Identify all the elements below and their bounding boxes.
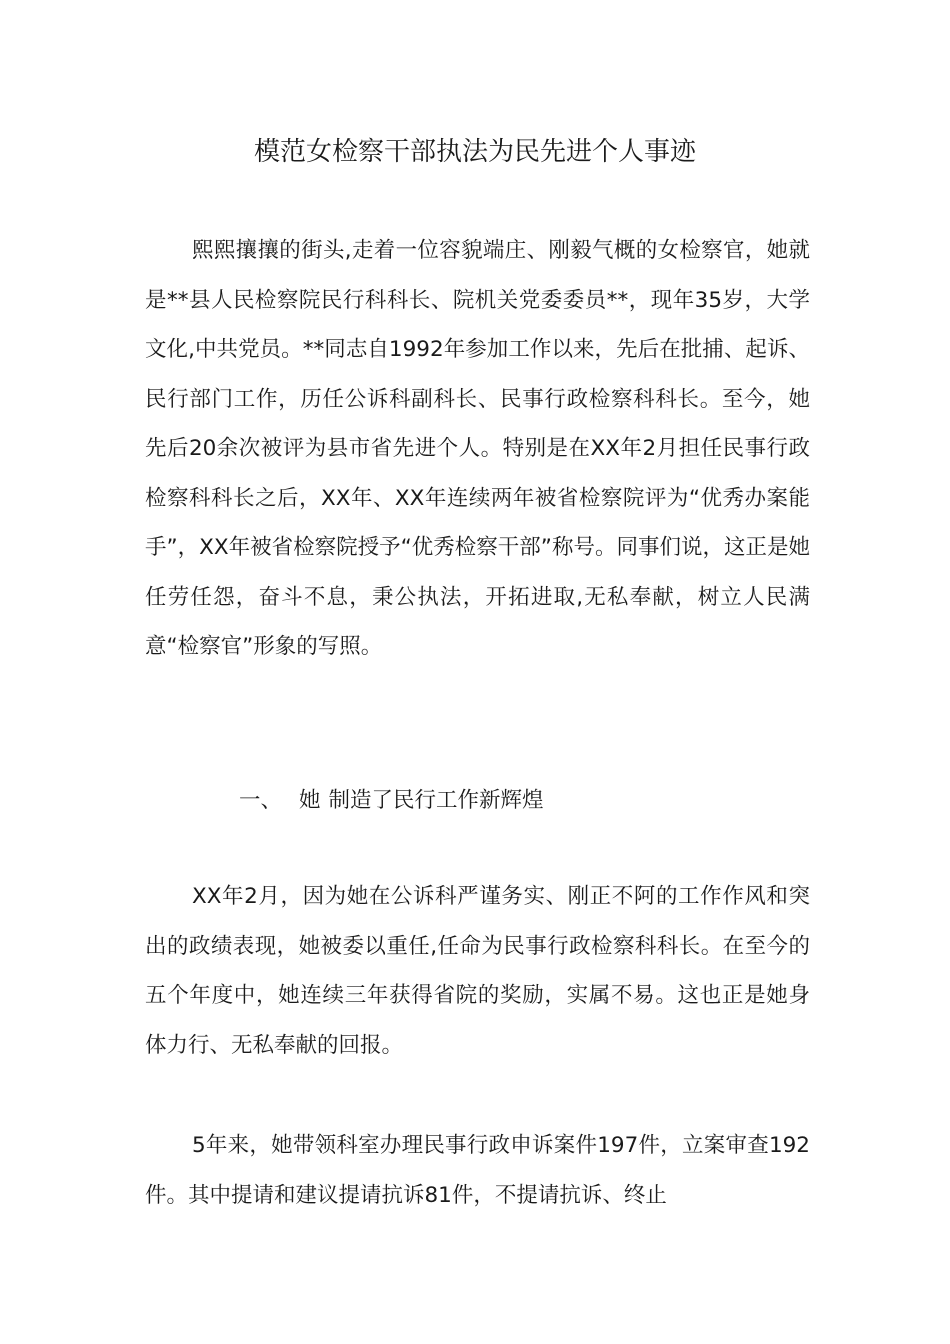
document-title: 模范女检察干部执法为民先进个人事迹 [253,137,696,167]
paragraph-intro: 熙熙攘攘的街头,走着一位容貌端庄、刚毅气概的女检察官，她就是**县人民检察院民行科科长、院机关党委委员**，现年35岁，大学文化,中共党员。**同志自1992年参加工作以来，先后在批捕、起诉、民行部门工作，历任公诉科副科长、民事行政检察科科长。至今，她先后20余次被评为县市省先进个人。特别是在XX年2月担任民事行政检察科科长之后，XX年、XX年连续两年被省检察院评为“优秀办案能手”，XX年被省检察院授予“优秀检察干部”称号。同事们说，这正是她任劳任怨，奋斗不息，秉公执法，开拓进取,无私奉献，树立人民满意“检察官”形象的写照。 [145,238,810,659]
section-heading-word: 她 [299,788,321,813]
section-heading-1 [145,776,810,826]
paragraph-cases: 5年来，她带领科室办理民事行政申诉案件197件，立案审查192件。其中提请和建议提请抗诉81件，不提请抗诉、终止 [145,1133,810,1208]
paragraph-appointment: XX年2月，因为她在公诉科严谨务实、刚正不阿的工作作风和突出的政绩表现，她被委以重任,任命为民事行政检察科科长。在至今的五个年度中，她连续三年获得省院的奖励，实属不易。这也正是她身体力行、无私奉献的回报。 [145,884,810,1058]
section-number: 一、 [239,788,283,813]
section-heading-text: 制造了民行工作新辉煌 [328,788,544,813]
